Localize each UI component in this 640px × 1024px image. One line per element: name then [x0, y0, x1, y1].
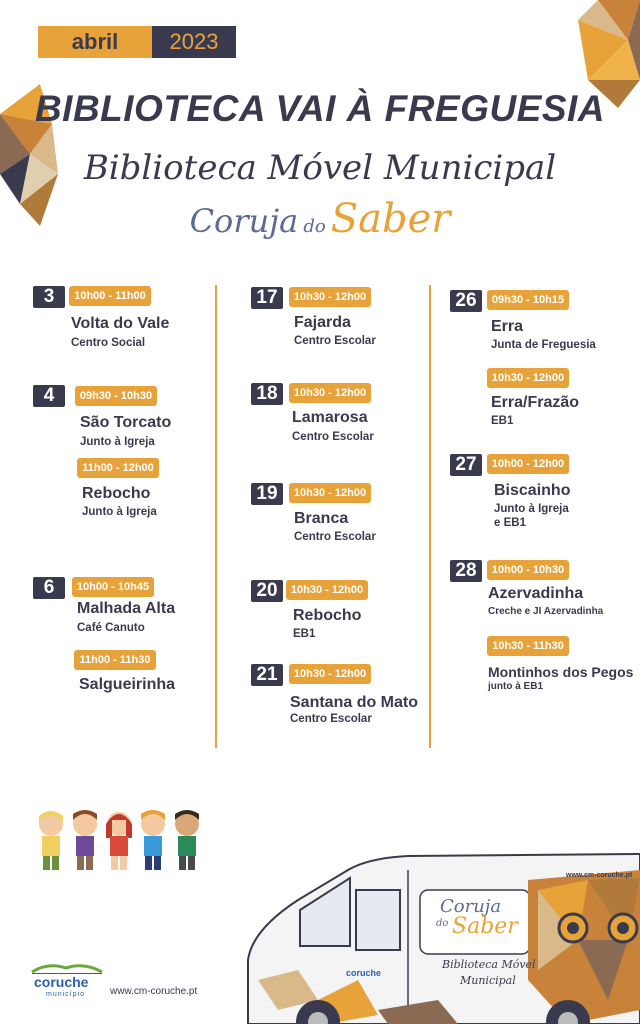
- location-name: Santana do Mato: [290, 694, 419, 711]
- van-library-text: Biblioteca Móvel: [442, 958, 536, 971]
- location-detail: Centro Escolar: [294, 335, 376, 347]
- location-detail: Junta de Freguesia: [491, 339, 596, 351]
- location-detail: Junto à Igreja: [494, 503, 569, 515]
- time-slot: 09h30 - 10h15: [487, 290, 569, 310]
- location-name: Malhada Alta: [77, 600, 176, 617]
- location-name: Salgueirinha: [79, 676, 176, 693]
- time-slot: 10h30 - 12h00: [289, 664, 371, 684]
- month-badge: abril: [38, 26, 152, 58]
- brand-part-2: do: [303, 216, 326, 237]
- day-number: 4: [33, 385, 65, 407]
- location-detail: Centro Escolar: [294, 531, 376, 543]
- time-slot: 09h30 - 10h30: [75, 386, 157, 406]
- van-library-text-2: Municipal: [460, 974, 516, 987]
- van-website: www.cm-coruche.pt: [566, 872, 633, 879]
- time-slot: 11h00 - 11h30: [74, 650, 156, 670]
- location-detail-line2: e EB1: [494, 517, 526, 529]
- location-detail: Centro Escolar: [292, 431, 374, 443]
- time-slot: 10h30 - 12h00: [286, 580, 368, 600]
- time-slot: 10h30 - 11h30: [487, 636, 569, 656]
- location-detail: Creche e JI Azervadinha: [488, 606, 604, 617]
- children-illustration: [34, 808, 204, 872]
- time-slot: 10h30 - 12h00: [289, 383, 371, 403]
- brand-name: [0, 196, 640, 242]
- location-detail: EB1: [491, 415, 514, 427]
- logo-subtitle: município: [46, 991, 85, 998]
- time-slot: 10h30 - 12h00: [289, 287, 371, 307]
- day-number: 27: [450, 454, 482, 476]
- brand-part-1: Coruja: [189, 202, 299, 240]
- van-brand-part-2: do: [436, 918, 449, 929]
- day-number: 3: [33, 286, 65, 308]
- location-name: São Torcato: [80, 414, 172, 431]
- location-name: Volta do Vale: [71, 315, 170, 332]
- time-slot: 10h00 - 12h00: [487, 454, 569, 474]
- location-detail: junto à EB1: [488, 681, 544, 692]
- location-name: Azervadinha: [488, 585, 584, 602]
- coruche-logo-icon: [30, 962, 104, 974]
- page-subtitle: Biblioteca Móvel Municipal: [83, 148, 557, 188]
- time-slot: 10h30 - 12h00: [487, 368, 569, 388]
- website-link[interactable]: www.cm-coruche.pt: [110, 986, 198, 997]
- day-number: 26: [450, 290, 482, 312]
- column-divider-1: [215, 285, 217, 748]
- time-slot: 10h00 - 11h00: [69, 286, 151, 306]
- location-name: Rebocho: [82, 485, 151, 502]
- logo-name: coruche: [34, 974, 89, 990]
- brand-part-3: Saber: [330, 196, 451, 242]
- time-slot: 10h00 - 10h30: [487, 560, 569, 580]
- time-slot: 10h00 - 10h45: [72, 577, 154, 597]
- van-brand-part-1: Coruja: [440, 896, 502, 917]
- location-detail: Café Canuto: [77, 622, 145, 634]
- day-number: 17: [251, 287, 283, 309]
- location-detail: EB1: [293, 628, 316, 640]
- time-slot: 11h00 - 12h00: [77, 458, 159, 478]
- location-detail: Centro Escolar: [290, 713, 372, 725]
- time-slot: 10h30 - 12h00: [289, 483, 371, 503]
- day-number: 21: [251, 664, 283, 686]
- location-name: Biscainho: [494, 482, 571, 499]
- column-divider-2: [429, 285, 431, 748]
- day-number: 19: [251, 483, 283, 505]
- day-number: 28: [450, 560, 482, 582]
- location-name: Branca: [294, 510, 349, 527]
- page-title: BIBLIOTECA VAI À FREGUESIA: [34, 88, 606, 129]
- location-name: Erra/Frazão: [491, 394, 580, 411]
- location-name: Montinhos dos Pegos: [488, 664, 634, 680]
- day-number: 18: [251, 383, 283, 405]
- day-number: 20: [251, 580, 283, 602]
- location-name: Rebocho: [293, 607, 362, 624]
- day-number: 6: [33, 577, 65, 599]
- location-detail: Junto à Igreja: [82, 506, 157, 518]
- location-name: Lamarosa: [292, 409, 368, 426]
- location-detail: Junto à Igreja: [80, 436, 155, 448]
- year-badge: 2023: [152, 26, 236, 58]
- van-brand-part-3: Saber: [452, 914, 518, 939]
- location-name: Fajarda: [294, 314, 351, 331]
- location-name: Erra: [491, 318, 524, 335]
- location-detail: Centro Social: [71, 337, 146, 349]
- van-logo: coruche: [346, 968, 382, 978]
